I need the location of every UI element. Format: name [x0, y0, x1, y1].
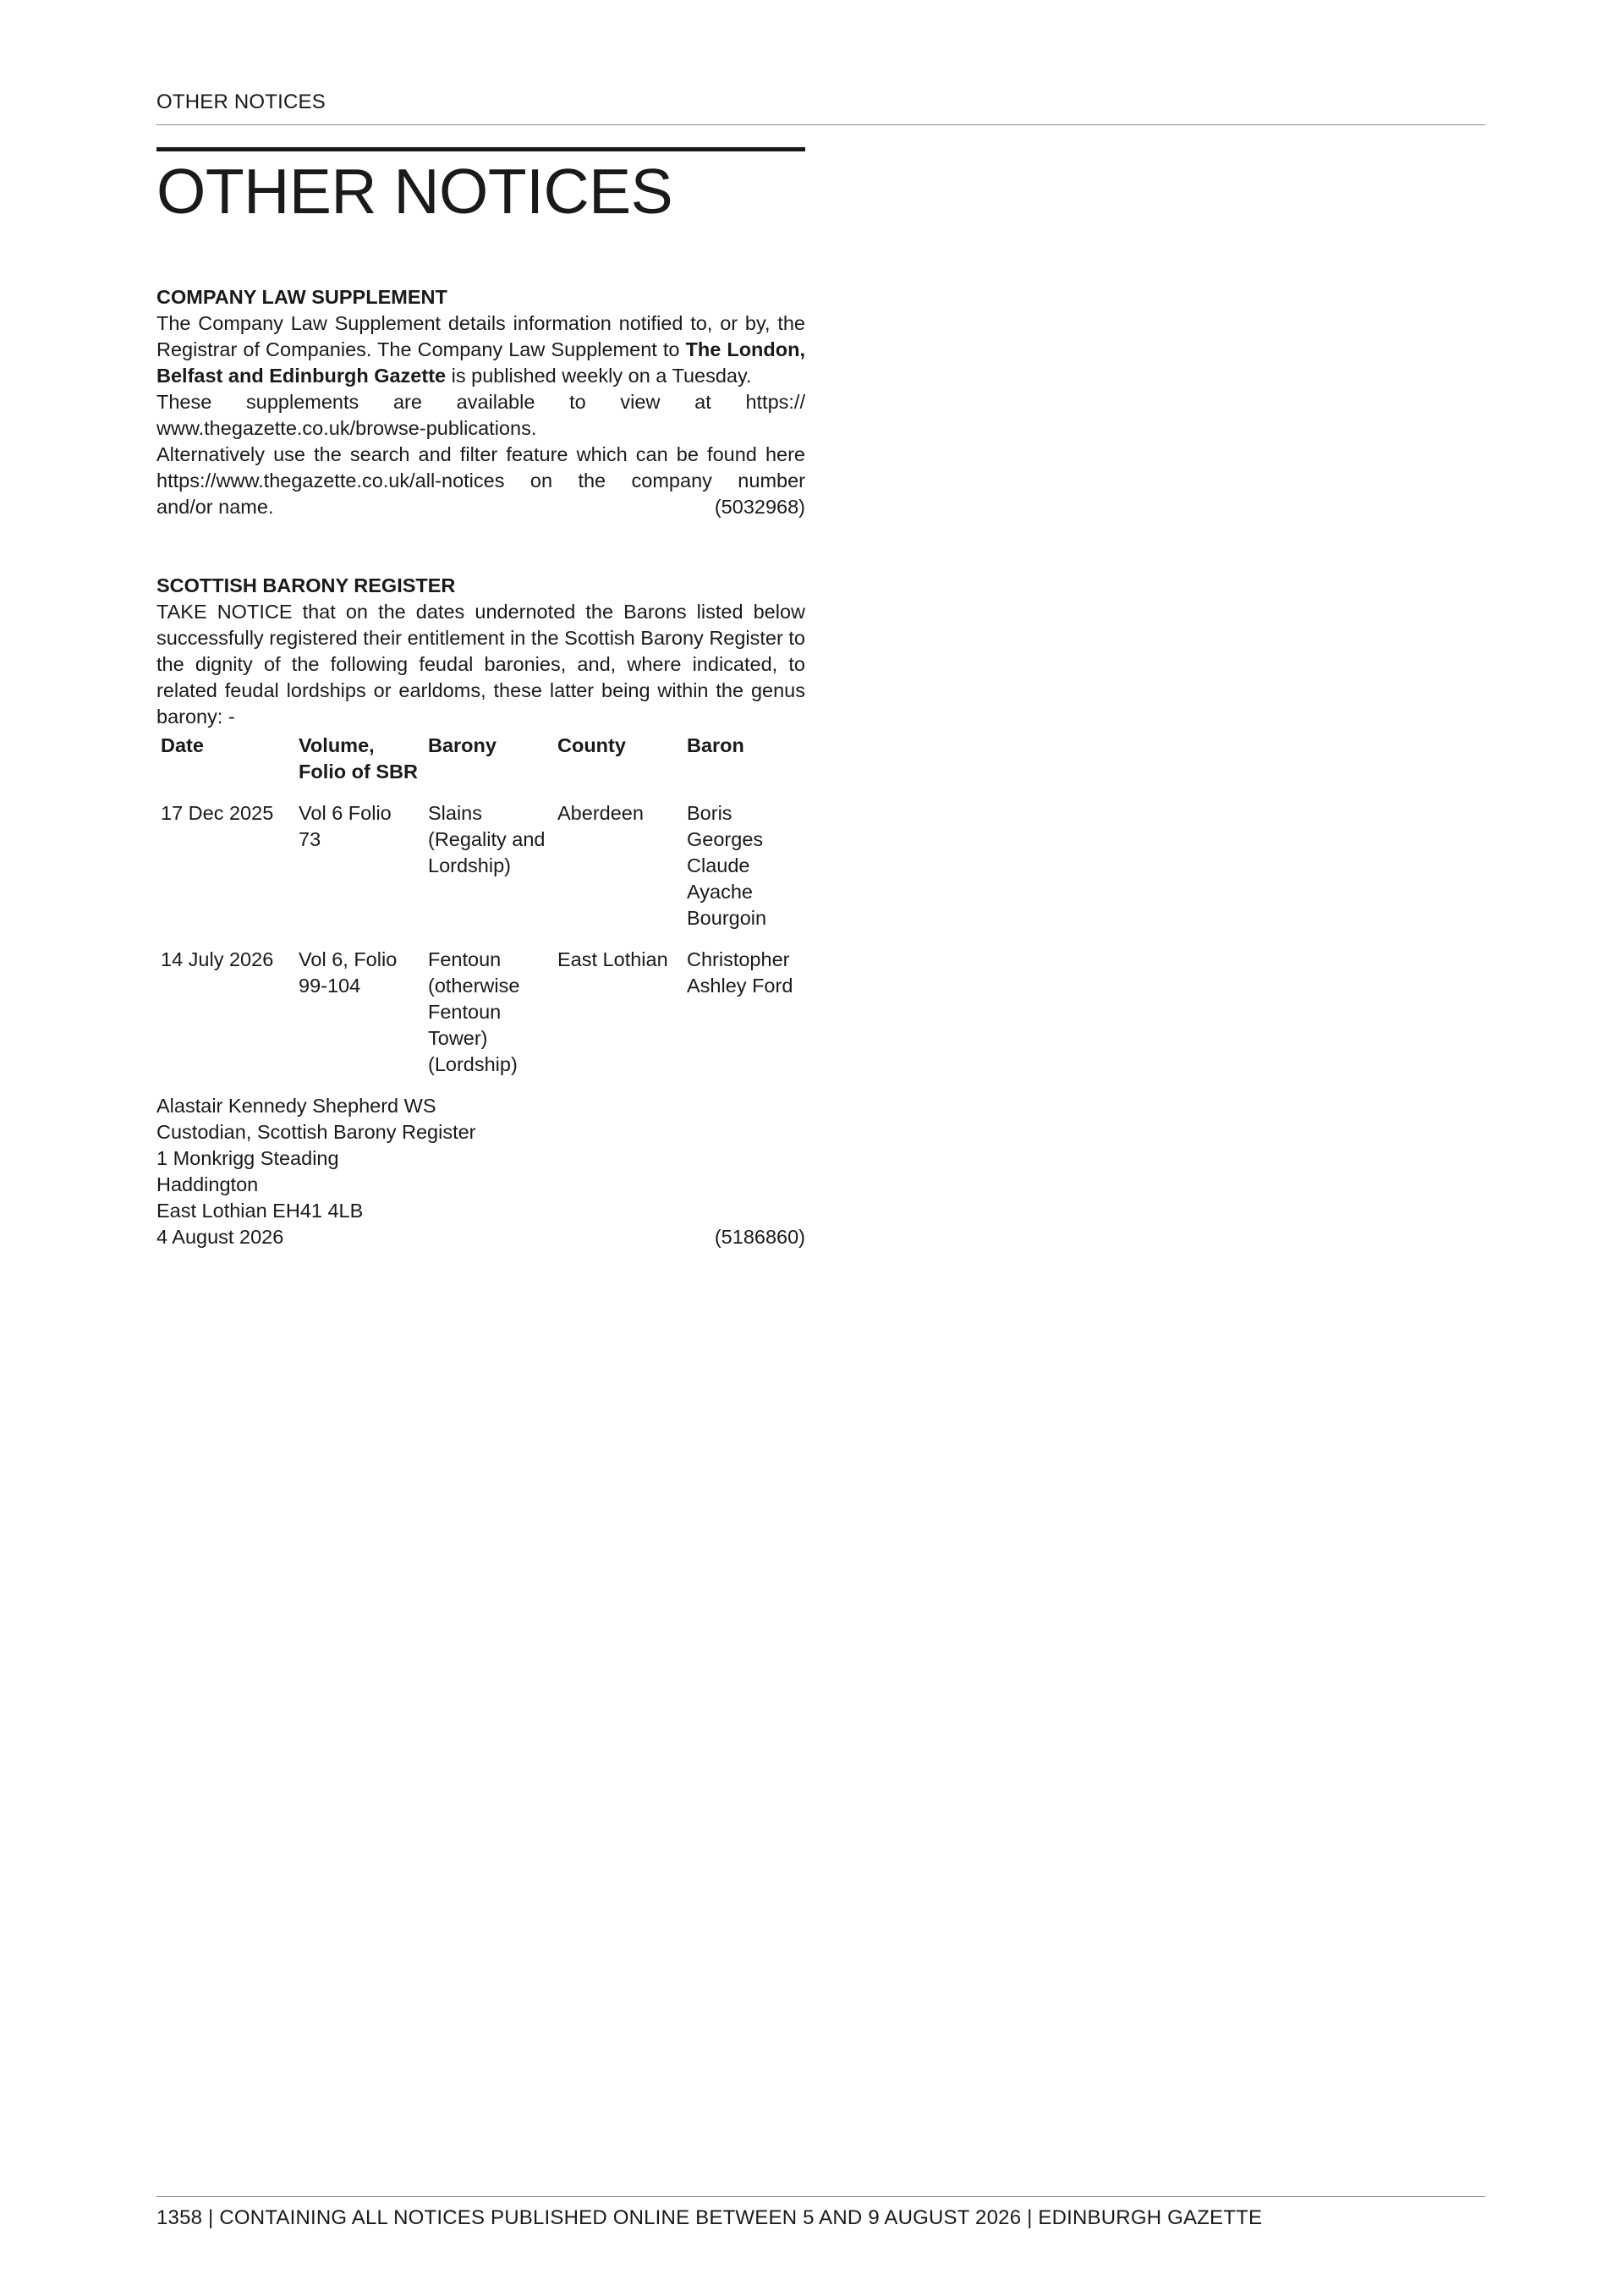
- title-rule: [156, 147, 805, 151]
- table-header-row: [156, 733, 805, 800]
- column-header: County: [557, 733, 626, 756]
- table-row: [156, 947, 805, 1093]
- notice-heading: COMPANY LAW SUPPLEMENT: [156, 285, 447, 308]
- company-law-notice: [156, 284, 805, 520]
- notice-reference: (5186860): [714, 1225, 805, 1248]
- table-cell: East Lothian: [557, 948, 668, 970]
- notice-paragraph: These supplements are available to view at https:// www.thegazette.co.uk/browse-publications.: [156, 390, 805, 439]
- column-header: Date: [161, 733, 204, 756]
- column-header: Volume, Folio of SBR: [299, 733, 418, 783]
- barony-notice: [156, 573, 805, 1250]
- ref-line: [156, 494, 805, 520]
- content-column: [156, 147, 805, 1250]
- notice-text: and/or name.: [156, 495, 274, 518]
- notice-paragraph: [156, 310, 805, 389]
- signature-line: Haddington: [156, 1173, 259, 1195]
- section-title: OTHER NOTICES: [156, 156, 673, 227]
- column-header: Baron: [687, 733, 744, 756]
- gazette-name: The London, Belfast and Edinburgh Gazette: [156, 338, 806, 387]
- notice-heading: SCOTTISH BARONY REGISTER: [156, 574, 456, 596]
- notice-reference: (5032968): [714, 495, 805, 518]
- table-cell: Fentoun (otherwise Fentoun Tower) (Lordship): [428, 948, 520, 1075]
- table-cell: Slains (Regality and Lordship): [428, 801, 546, 876]
- table-cell: Vol 6 Folio 73: [299, 801, 392, 850]
- notice-date: 4 August 2026: [156, 1225, 284, 1248]
- table-row: [156, 800, 805, 947]
- signature-line: 1 Monkrigg Steading: [156, 1146, 339, 1169]
- table-cell: Boris Georges Claude Ayache Bourgoin: [687, 801, 767, 929]
- barony-table: [156, 733, 805, 1093]
- notice-paragraph: TAKE NOTICE that on the dates undernoted the Barons listed below successfully registered their entitlement in the Scottish Barony Register to the dignity of the following feudal baronies, and, where indicated, to related feudal lordships or earldoms, these latter being within the genus barony: -: [156, 600, 805, 728]
- signature-line: Custodian, Scottish Barony Register: [156, 1120, 476, 1143]
- table-cell: Vol 6, Folio 99-104: [299, 948, 398, 997]
- table-cell: 14 July 2026: [161, 948, 274, 970]
- table-cell: 17 Dec 2025: [161, 801, 274, 824]
- footer-rule: [156, 2196, 1485, 2197]
- notice-paragraph: Alternatively use the search and filter feature which can be found here https://www.thegazette.co.uk/all-notices on the company number: [156, 442, 805, 492]
- ref-line: [156, 1224, 805, 1250]
- running-head: OTHER NOTICES: [156, 91, 326, 113]
- text-run: is published weekly on a Tuesday.: [446, 364, 752, 387]
- page-footer: 1358 | CONTAINING ALL NOTICES PUBLISHED ONLINE BETWEEN 5 AND 9 AUGUST 2026 | EDINBURGH GAZETTE: [156, 2206, 1263, 2229]
- table-cell: Christopher Ashley Ford: [687, 948, 793, 997]
- column-header: Barony: [428, 733, 497, 756]
- header-rule: [156, 124, 1485, 125]
- table-cell: Aberdeen: [557, 801, 644, 824]
- signature-block: [156, 1093, 805, 1224]
- signature-line: East Lothian EH41 4LB: [156, 1199, 364, 1222]
- text-run: The Company Law Supplement details information notified to, or by, the Registrar of Companies. The Company Law Supplement to: [156, 311, 805, 360]
- signature-line: Alastair Kennedy Shepherd WS: [156, 1094, 436, 1117]
